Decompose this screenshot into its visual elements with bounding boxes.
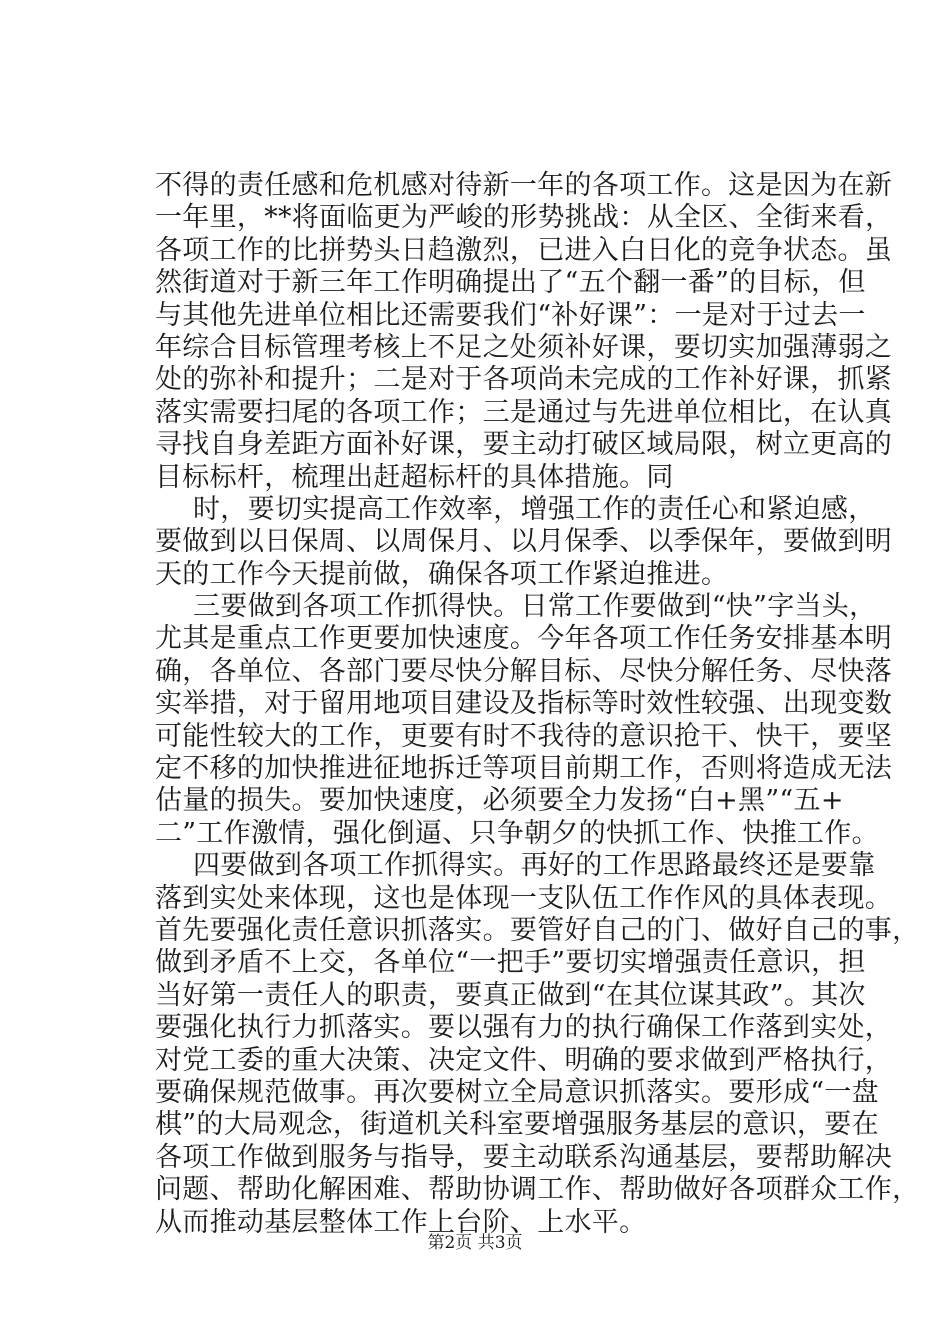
text-line: 二”工作激情，强化倒逼、只争朝夕的快抓工作、快推工作。 [155,817,879,849]
text-line: 问题、帮助化解困难、帮助协调工作、帮助做好各项群众工作， [155,1174,920,1206]
text-line: 不得的责任感和危机感对待新一年的各项工作。这是因为在新 [155,170,893,201]
text-line: 当好第一责任人的职责，要真正做到“在其位谋其政”。其次 [155,979,866,1011]
text-line: 可能性较大的工作，更要有时不我待的意识抢干、快干，要坚 [155,720,893,752]
paragraph-start-line: 三要做到各项工作抓得快。日常工作要做到“快”字当头， [193,591,877,623]
text-line: 天的工作今天提前做，确保各项工作紧迫推进。 [155,558,729,590]
text-line: 与其他先进单位相比还需要我们“补好课”：一是对于过去一 [155,299,866,331]
text-line: 落实需要扫尾的各项工作；三是通过与先进单位相比，在认真 [155,396,893,428]
paragraph-start-line: 四要做到各项工作抓得实。再好的工作思路最终还是要靠 [193,850,876,882]
text-line: 年综合目标管理考核上不足之处须补好课，要切实加强薄弱之 [155,331,893,363]
text-line: 目标标杆，梳理出赶超标杆的具体措施。同 [155,461,674,493]
page-number-footer: 第2页 共3页 [427,1233,523,1253]
text-line: 落到实处来体现，这也是体现一支队伍工作作风的具体表现。 [155,882,893,914]
text-line: 从而推动基层整体工作上台阶、上水平。 [155,1206,647,1238]
text-line: 一年里，**将面临更为严峻的形势挑战：从全区、全街来看， [155,202,893,234]
text-line: 实举措，对于留用地项目建设及指标等时效性较强、出现变数 [155,688,893,720]
text-line: 棋”的大局观念，街道机关科室要增强服务基层的意识，要在 [155,1109,879,1141]
text-line: 对党工委的重大决策、决定文件、明确的要求做到严格执行， [155,1044,893,1076]
body-text [155,170,920,1239]
text-line: 然街道对于新三年工作明确提出了“五个翻一番”的目标，但 [155,267,866,299]
text-line: 各项工作的比拼势头日趋激烈，已进入白日化的竞争状态。虽 [155,234,893,266]
text-line: 尤其是重点工作更要加快速度。今年各项工作任务安排基本明 [155,623,893,655]
text-line: 寻找自身差距方面补好课，要主动打破区域局限，树立更高的 [155,429,893,461]
text-line: 首先要强化责任意识抓落实。要管好自己的门、做好自己的事， [155,914,920,946]
paragraph-start-line: 时，要切实提高工作效率，增强工作的责任心和紧迫感， [193,493,876,525]
text-line: 处的弥补和提升；二是对于各项尚未完成的工作补好课，抓紧 [155,364,893,396]
text-line: 要做到以日保周、以周保月、以月保季、以季保年，要做到明 [155,526,893,558]
text-line: 做到矛盾不上交，各单位“一把手”要切实增强责任意识，担 [155,947,866,979]
text-line: 估量的损失。要加快速度，必须要全力发扬“白+黑”“五+ [155,785,844,817]
text-line: 确，各单位、各部门要尽快分解目标、尽快分解任务、尽快落 [155,655,893,687]
text-line: 各项工作做到服务与指导，要主动联系沟通基层，要帮助解决 [155,1141,893,1173]
text-line: 定不移的加快推进征地拆迁等项目前期工作，否则将造成无法 [155,753,893,785]
text-line: 要强化执行力抓落实。要以强有力的执行确保工作落到实处， [155,1012,893,1044]
text-line: 要确保规范做事。再次要树立全局意识抓落实。要形成“一盘 [155,1076,879,1108]
